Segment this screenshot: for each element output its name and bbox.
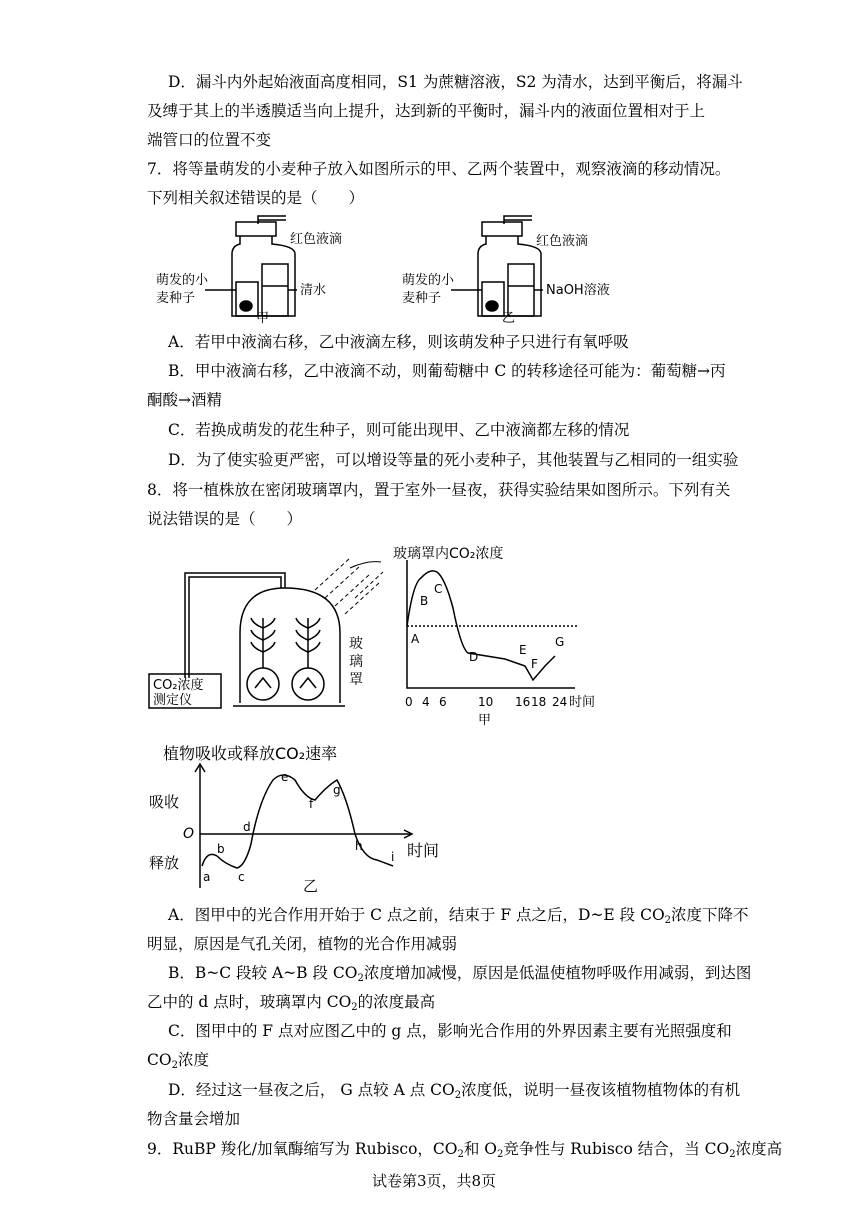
- rate-title: 植物吸收或释放CO₂速率: [163, 744, 338, 763]
- q6-option-d-line1: D．漏斗内外起始液面高度相同，S1 为蔗糖溶液，S2 为清水，达到平衡后，将漏斗: [168, 73, 743, 91]
- rate-release-label: 释放: [149, 854, 180, 872]
- jia-seed-label-1: 萌发的小: [156, 273, 209, 288]
- q8-figure-jia: [145, 538, 605, 733]
- q8-option-b-line1: B．B~C 段较 A~B 段 $CO_2$浓度增加减慢，原因是低温使植物呼吸作用减弱，到达图: [168, 964, 752, 984]
- q8-option-d-line2: 物含量会增加: [147, 1110, 241, 1128]
- yi-seed-label-1: 萌发的小: [402, 273, 455, 288]
- q8-figure-yi: [145, 738, 465, 898]
- meter-label-2: 测定仪: [153, 693, 193, 708]
- q6-option-d-line2: 及缚于其上的半透膜适当向上提升，达到新的平衡时，漏斗内的液面位置相对于上: [147, 102, 706, 120]
- svg-text:b: b: [217, 842, 225, 856]
- q7-option-c: C．若换成萌发的花生种子，则可能出现甲、乙中液滴都左移的情况: [168, 421, 630, 439]
- q8-stem-line2: 说法错误的是（ ）: [147, 510, 303, 528]
- co2-chart: [407, 560, 577, 688]
- apparatus-jia: [205, 216, 297, 316]
- svg-text:10: 10: [478, 695, 494, 709]
- q8-stem-line1: 8．将一植株放在密闭玻璃罩内，置于室外一昼夜，获得实验结果如图所示。下列有关: [147, 481, 731, 499]
- svg-text:A: A: [411, 632, 420, 646]
- jia-label: 甲: [256, 311, 270, 324]
- q7-option-b-line2: 酮酸→酒精: [147, 391, 222, 409]
- yi-liquid-label: NaOH溶液: [546, 283, 610, 298]
- svg-text:4: 4: [422, 695, 430, 709]
- yi-drop-label: 红色液滴: [536, 234, 589, 249]
- cover-label-1: 玻: [349, 636, 363, 652]
- svg-text:a: a: [203, 870, 211, 884]
- svg-text:D: D: [469, 650, 479, 664]
- cover-label-2: 璃: [349, 654, 363, 670]
- q6-option-d-line3: 端管口的位置不变: [147, 131, 272, 149]
- co2-xlabel: 时间: [569, 695, 596, 710]
- svg-text:6: 6: [439, 695, 447, 709]
- q7-stem-line1: 7．将等量萌发的小麦种子放入如图所示的甲、乙两个装置中，观察液滴的移动情况。: [147, 160, 731, 178]
- q9-stem-line1: 9．RuBP 羧化/加氧酶缩写为 Rubisco，$CO_2$和 $O_2$竞争性与 Rubisco 结合，当 $CO_2$浓度高: [147, 1140, 783, 1160]
- q8-option-a-line1: A．图甲中的光合作用开始于 C 点之前，结束于 F 点之后，D~E 段 $CO_2$浓度下降不: [168, 906, 749, 926]
- svg-text:0: 0: [405, 695, 413, 709]
- yi-label: 乙: [502, 311, 516, 324]
- svg-text:18: 18: [531, 695, 547, 709]
- page-footer: 试卷第3页，共8页: [371, 1172, 497, 1190]
- svg-text:24: 24: [552, 695, 568, 709]
- q8-option-d-line1: D．经过这一昼夜之后， G 点较 A 点 $CO_2$浓度低，说明一昼夜该植物植物体的有机: [168, 1081, 741, 1101]
- co2-xticks: [405, 695, 567, 709]
- figure-yi-label: 乙: [303, 877, 319, 895]
- apparatus-yi: [451, 216, 543, 316]
- rate-xlabel: 时间: [407, 841, 440, 860]
- yi-seed-label-2: 麦种子: [402, 291, 442, 306]
- q8-option-a-line2: 明显，原因是气孔关闭，植物的光合作用减弱: [147, 935, 458, 953]
- svg-text:16: 16: [515, 695, 531, 709]
- jia-liquid-label: 清水: [300, 283, 327, 298]
- meter-label-1: CO₂浓度: [153, 678, 204, 693]
- q7-option-d: D．为了使实验更严密，可以增设等量的死小麦种子，其他装置与乙相同的一组实验: [168, 451, 739, 469]
- rate-absorb-label: 吸收: [149, 793, 180, 811]
- q7-option-a: A．若甲中液滴右移，乙中液滴左移，则该萌发种子只进行有氧呼吸: [168, 333, 629, 351]
- svg-text:g: g: [333, 783, 341, 797]
- jia-drop-label: 红色液滴: [290, 232, 343, 247]
- svg-text:F: F: [531, 657, 538, 671]
- svg-text:C: C: [434, 582, 443, 596]
- jia-seed-label-2: 麦种子: [156, 291, 196, 306]
- svg-text:e: e: [281, 770, 289, 784]
- rate-origin: O: [183, 826, 195, 842]
- svg-text:G: G: [555, 635, 565, 649]
- q8-option-b-line2: 乙中的 d 点时，玻璃罩内 $CO_2$的浓度最高: [147, 993, 436, 1013]
- q8-option-c-line2: $CO_2$浓度: [147, 1051, 209, 1071]
- q8-option-c-line1: C．图甲中的 F 点对应图乙中的 g 点，影响光合作用的外界因素主要有光照强度和: [168, 1022, 732, 1040]
- cover-label-3: 罩: [349, 672, 363, 688]
- svg-text:f: f: [309, 797, 314, 811]
- figure-jia-label: 甲: [478, 713, 492, 728]
- svg-text:E: E: [519, 643, 527, 657]
- svg-text:B: B: [420, 594, 429, 608]
- q7-stem-line2: 下列相关叙述错误的是（ ）: [147, 189, 365, 207]
- svg-text:i: i: [391, 850, 395, 864]
- svg-text:c: c: [238, 870, 245, 884]
- q7-option-b-line1: B．甲中液滴右移，乙中液滴不动，则葡萄糖中 C 的转移途径可能为：葡萄糖→丙: [168, 362, 726, 380]
- co2-ylabel: 玻璃罩内CO₂浓度: [393, 546, 504, 562]
- svg-text:d: d: [243, 820, 251, 834]
- q7-apparatus-figure: [150, 212, 630, 324]
- rain-lines: [315, 558, 383, 614]
- svg-text:h: h: [355, 839, 363, 853]
